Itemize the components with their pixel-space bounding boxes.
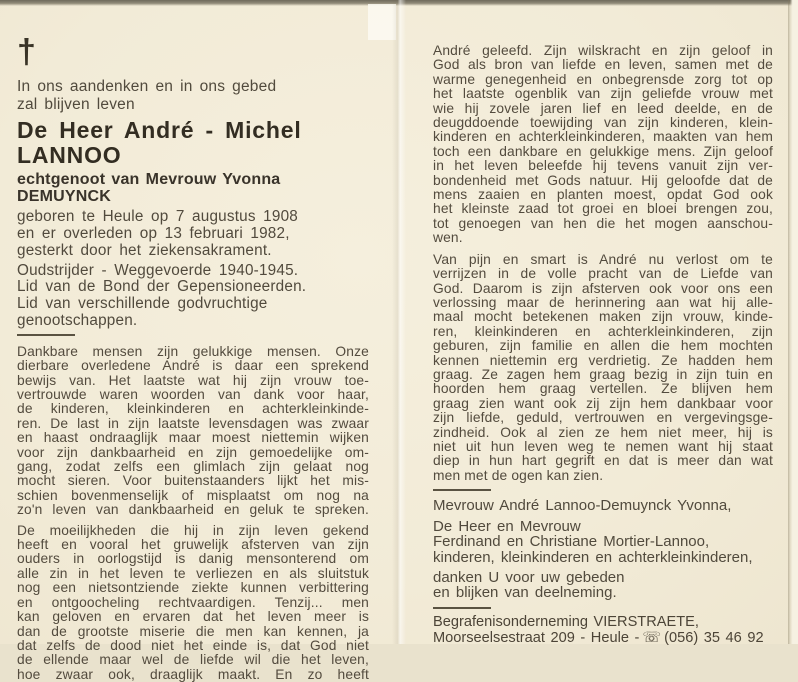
text-line: verlossing maar de herinnering aan wat hij alle-	[433, 294, 773, 310]
card-right-edge	[788, 0, 798, 644]
page-fold	[392, 0, 406, 644]
text-line: de ellende maar wel de liefde wil die het leven,	[17, 652, 369, 668]
telephone-icon: ☏	[642, 629, 662, 646]
text-line: deugddoende toewijding van zijn kinderen, klein-	[433, 115, 773, 131]
text-line: André geleefd. Zijn wilskracht en zijn geloof in	[433, 43, 773, 58]
text-line: alle zin in het leven te verliezen en als sluitstuk	[17, 565, 369, 581]
text-line: mens zaaien en planten moest, opdat God ook	[433, 187, 773, 203]
funeral-address: Moorseelsestraat 209 - Heule -	[433, 630, 640, 646]
text-line: diep in hun hart gegrift en dat is meer dan wat	[433, 453, 773, 469]
text-line: wie hij zovele jaren lief en leed deelde, en de	[433, 100, 773, 116]
text-line: Lid van verschillende godvruchtige	[17, 295, 268, 313]
text-line: het laatste ogenblik van zijn geliefde vrouw met	[433, 86, 773, 102]
deceased-name-title: De Heer André - Michel LANNOO	[17, 117, 302, 168]
widow-line: Mevrouw André Lannoo-Demuynck Yvonna,	[433, 497, 732, 515]
text-line: De moeilijkheden die hij in zijn leven gekend	[17, 522, 369, 538]
phone-number: (056) 35 46 92	[664, 630, 764, 646]
text-line: en blijken van deelneming.	[433, 584, 617, 602]
text-line: het kleinste zaad tot groei en bloei brengen zou,	[433, 201, 773, 217]
text-line: God. Daarom is zijn afsterven ook voor ons een	[433, 280, 773, 296]
text-line: in het leven beleefde hij tevens vanuit zijn ver-	[433, 158, 773, 174]
text-line: ren, kleinkinderen en achterkleinkinderen, zijn	[433, 323, 773, 339]
text-line: mocht sieren. Voor buitenstaanders lijkt het mis-	[17, 473, 369, 489]
text-line: heeft en vooral het gruwelijk afsterven van zijn	[17, 537, 369, 553]
funeral-home-footer	[433, 615, 773, 646]
text-line: wen.	[433, 230, 463, 246]
text-line: geboren te Heule op 7 augustus 1908	[17, 208, 298, 225]
text-line: hoe zwaar ook, draaglijk maakt. En zo heeft	[17, 666, 369, 682]
memberships-text	[17, 263, 369, 330]
text-line: kinderen en achterkleinkinderen, maakten van hem	[433, 129, 773, 145]
text-line: en er overleden op 13 februari 1982,	[17, 225, 290, 243]
text-line: hoorden hem graag vertellen. Ze blijven hem	[433, 381, 773, 397]
text-line: zindheid. Ook al zien ze hem niet meer, hij is	[433, 424, 773, 440]
text-line: gang, zodat zelfs een glimlach zijn gelaat nog	[17, 459, 369, 475]
obituary-paragraph-4	[433, 253, 773, 484]
text-line: Van pijn en smart is André nu verlost om te	[433, 251, 773, 267]
text-line: en haast ondraaglijk maar moest niettemin wijken	[17, 430, 369, 446]
text-line: men met de ogen kan zien.	[433, 467, 604, 483]
text-line: voor zijn dankbaarheid en zijn gemoedelijke om-	[17, 444, 369, 460]
obituary-paragraph-2	[17, 524, 369, 682]
text-line: kan geloven en ervaren dat het leven meer is	[17, 609, 369, 625]
right-page	[433, 0, 773, 646]
birth-death-text	[17, 208, 369, 260]
text-line: graag zien want ook zij zijn hem dankbaar voor	[433, 395, 773, 411]
text-line: geburen, zijn familie en allen die hem mochten	[433, 338, 773, 354]
text-line: gesterkt door het ziekensakrament.	[17, 242, 272, 260]
text-line: niet uit hun leven weg te nemen want hij staat	[433, 438, 773, 454]
remembrance-intro	[17, 78, 369, 113]
text-line: genootschappen.	[17, 312, 138, 329]
text-line: schien bovenmenselijk of misplaatst om nog na	[17, 487, 369, 503]
text-line: dan de grootste miserie die men kan kennen, ja	[17, 623, 369, 639]
text-line: bewijs van. Het laatste wat hij zijn vrouw toe-	[17, 372, 369, 388]
text-line: verrijzen in de volle pracht van de Liefde van	[433, 266, 773, 282]
text-line: ouders in oorlogstijd is danig mensonterend om	[17, 551, 369, 567]
text-line: vertrouwde waren woorden van dank voor haar,	[17, 387, 369, 403]
text-line: God als bron van liefde en leven, samen met de	[433, 57, 773, 73]
left-page	[17, 0, 369, 682]
cross-icon: †	[17, 33, 36, 71]
obituary-paragraph-3	[433, 44, 773, 246]
text-line: De Heer en Mevrouw	[433, 518, 581, 536]
text-line: kinderen, kleinkinderen en achterkleinkinderen,	[433, 548, 753, 566]
text-line: zal blijven leven	[17, 95, 135, 113]
obituary-paragraph-1	[17, 345, 369, 518]
text-line: dierbare overledene André is daar een sprekend	[17, 358, 369, 374]
text-line: In ons aandenken en in ons gebed	[17, 78, 277, 95]
text-line: nog een nietsontziende ziekte kunnen verbittering	[17, 580, 369, 596]
thanks-text	[433, 570, 773, 601]
text-line: toch een dankbare en gelukkige mens. Zijn geloof	[433, 143, 773, 159]
text-line: bondenheid met Gods natuur. Hij geloofde dat de	[433, 172, 773, 188]
text-line: ren. De last in zijn laatste levensdagen was zwaar	[17, 415, 369, 431]
family-acknowledgment	[433, 519, 773, 565]
section-divider	[433, 489, 491, 491]
spouse-subtitle: echtgenoot van Mevrouw Yvonna DEMUYNCK	[17, 171, 281, 205]
text-line: en ontgoocheling rechtvaardigen. Tenzij... men	[17, 594, 369, 610]
section-divider	[17, 334, 75, 336]
text-line: Dankbare mensen zijn gelukkige mensen. Onze	[17, 343, 369, 359]
text-line: tot genoegen van hen die het mogen aanschou-	[433, 215, 773, 231]
text-line: warme genegenheid en onbegrensde zorg tot op	[433, 71, 773, 87]
text-line: graag. Ze zagen hem graag bezig in zijn tuin en	[433, 366, 773, 382]
text-line: danken U voor uw gebeden	[433, 568, 625, 586]
text-line: kennen niettemin erg verdrietig. Ze hadden hem	[433, 352, 773, 368]
funeral-address-line	[433, 630, 773, 646]
text-line: Oudstrijder - Weggevoerde 1940-1945.	[17, 261, 299, 279]
text-line: Ferdinand en Christiane Mortier-Lannoo,	[433, 533, 710, 551]
text-line: dat zelfs de dood niet het einde is, dat God niet	[17, 637, 369, 653]
text-line: de kinderen, kleinkinderen en achterkleinkinde-	[17, 401, 369, 417]
text-line: zo'n leven van dankbaarheid en geluk te spreken.	[17, 502, 369, 518]
text-line: Lid van de Bond der Gepensioneerden.	[17, 278, 307, 296]
text-line: maal mocht betekenen maken zijn vrouw, kinde-	[433, 309, 773, 325]
section-divider	[433, 607, 491, 609]
text-line: zijn liefde, geduld, vertrouwen en vergevingsge-	[433, 410, 773, 426]
funeral-home-name: Begrafenisonderneming VIERSTRAETE,	[433, 613, 699, 630]
